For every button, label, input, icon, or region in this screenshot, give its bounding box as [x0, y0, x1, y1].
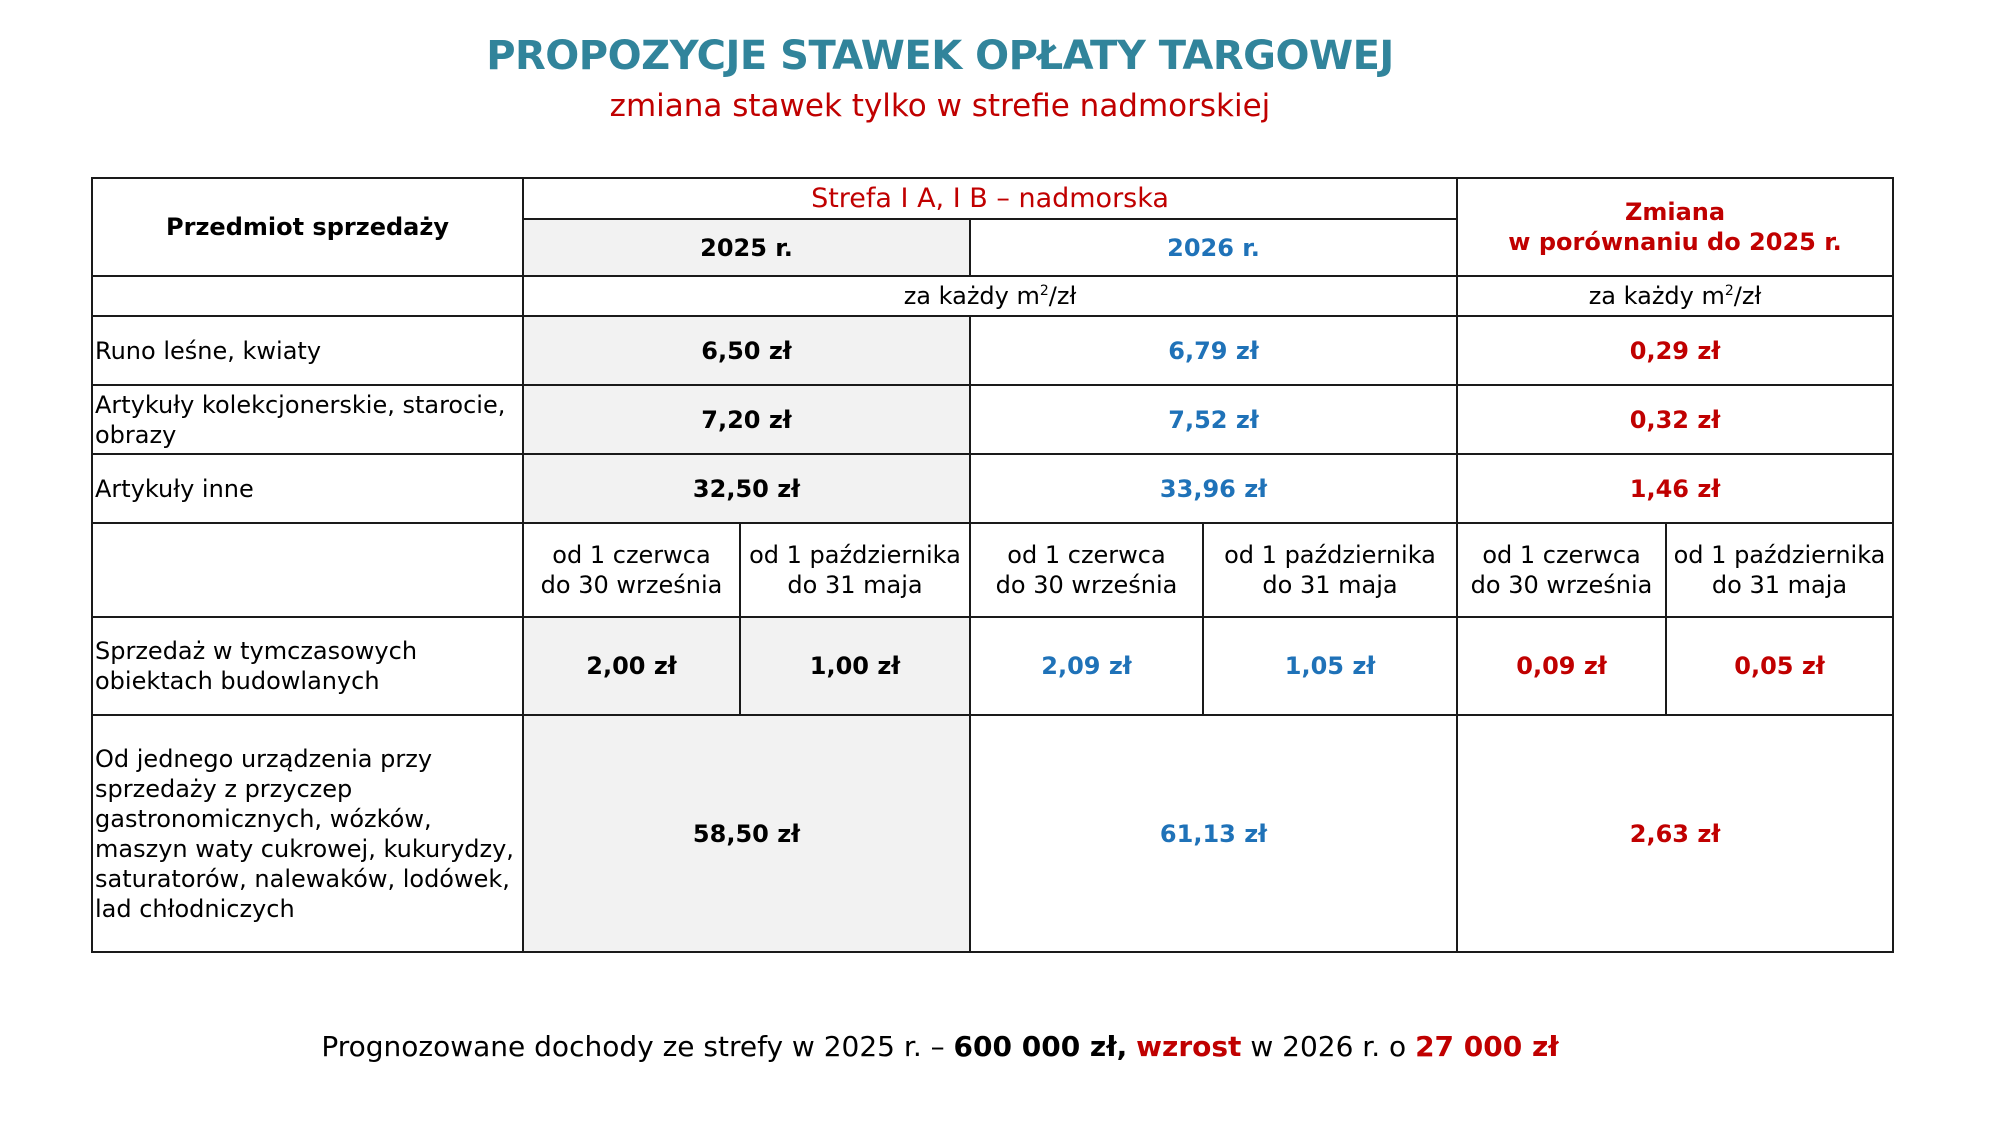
value-change-winter: 0,05 zł	[1666, 617, 1893, 715]
value-2026: 33,96 zł	[970, 454, 1457, 523]
value-2026-winter: 1,05 zł	[1203, 617, 1457, 715]
table-row	[92, 715, 1893, 952]
value-2025-summer: 2,00 zł	[523, 617, 740, 715]
value-change-summer: 0,09 zł	[1457, 617, 1666, 715]
value-2026: 7,52 zł	[970, 385, 1457, 454]
value-2025: 32,50 zł	[523, 454, 970, 523]
zone-header: Strefa I A, I B – nadmorska	[523, 178, 1457, 219]
season-row-empty	[92, 523, 523, 617]
table-row	[92, 316, 1893, 385]
value-2025: 58,50 zł	[523, 715, 970, 952]
season-row	[92, 523, 1893, 617]
revenue-forecast: Prognozowane dochody ze strefy w 2025 r. – 600 000 zł, wzrost w 2026 r. o 27 000 zł	[321, 1030, 1559, 1063]
season-summer-2026: od 1 czerwca do 30 września	[970, 523, 1203, 617]
row-label: Sprzedaż w tymczasowych obiektach budowlanych	[92, 617, 523, 715]
value-2025-winter: 1,00 zł	[740, 617, 970, 715]
unit-label-zone: za każdy $m^2/zł$	[523, 276, 1457, 316]
rates-table	[91, 177, 1894, 953]
value-2026-summer: 2,09 zł	[970, 617, 1203, 715]
row-label: Od jednego urządzenia przy sprzedaży z przyczep gastronomicznych, wózków, maszyn waty cukrowej, kukurydzy, saturatorów, nalewaków, lodówek, lad chłodniczych	[92, 715, 523, 952]
season-winter-2026: od 1 października do 31 maja	[1203, 523, 1457, 617]
row-label: Artykuły kolekcjonerskie, starocie, obrazy	[92, 385, 523, 454]
value-change: 0,29 zł	[1457, 316, 1893, 385]
value-2025: 7,20 zł	[523, 385, 970, 454]
table-row	[92, 385, 1893, 454]
row-label: Artykuły inne	[92, 454, 523, 523]
subject-header: Przedmiot sprzedaży	[92, 178, 523, 276]
page-subtitle: zmiana stawek tylko w strefie nadmorskiej	[609, 88, 1271, 124]
table-row	[92, 454, 1893, 523]
season-winter-2025: od 1 października do 31 maja	[740, 523, 970, 617]
value-2026: 6,79 zł	[970, 316, 1457, 385]
value-change: 2,63 zł	[1457, 715, 1893, 952]
row-label: Runo leśne, kwiaty	[92, 316, 523, 385]
season-summer-change: od 1 czerwca do 30 września	[1457, 523, 1666, 617]
page-title: PROPOZYCJE STAWEK OPŁATY TARGOWEJ	[486, 33, 1394, 79]
year-2025-header: 2025 r.	[523, 219, 970, 276]
value-2026: 61,13 zł	[970, 715, 1457, 952]
value-change: 1,46 zł	[1457, 454, 1893, 523]
year-2026-header: 2026 r.	[970, 219, 1457, 276]
unit-label-change: za każdy $m^2/zł$	[1457, 276, 1893, 316]
unit-row-empty	[92, 276, 523, 316]
season-winter-change: od 1 października do 31 maja	[1666, 523, 1893, 617]
value-2025: 6,50 zł	[523, 316, 970, 385]
change-header: Zmiana w porównaniu do 2025 r.	[1457, 178, 1893, 276]
season-summer-2025: od 1 czerwca do 30 września	[523, 523, 740, 617]
value-change: 0,32 zł	[1457, 385, 1893, 454]
table-row	[92, 617, 1893, 715]
